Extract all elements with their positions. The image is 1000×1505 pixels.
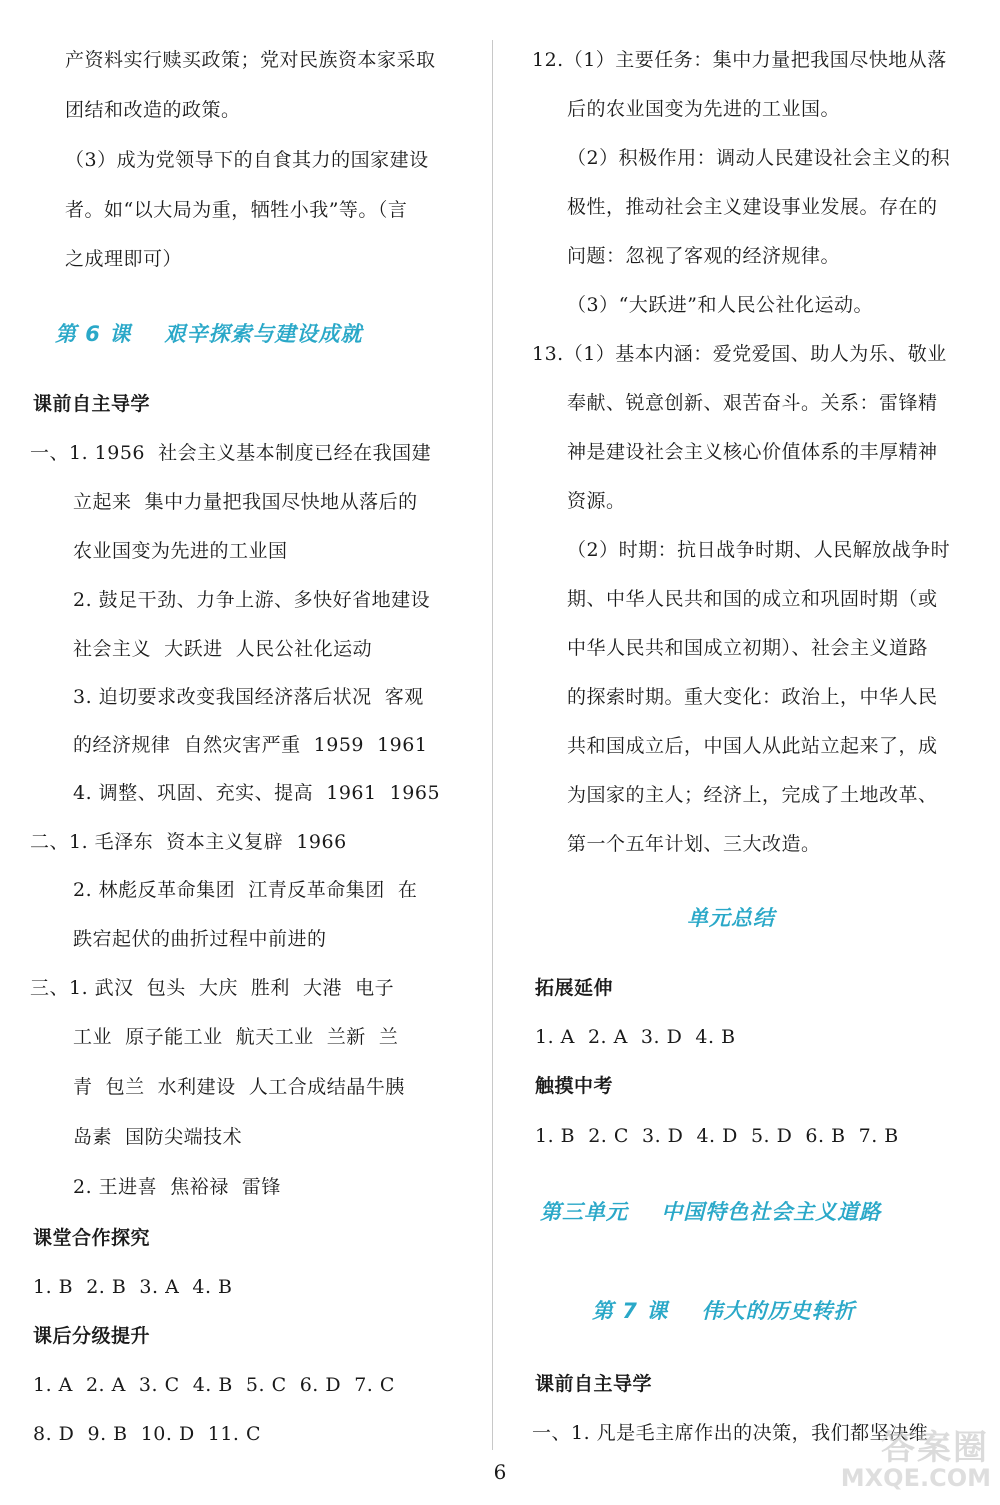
text-line: 青 包兰 水利建设 人工合成结晶牛胰 xyxy=(73,1076,405,1098)
text-line: 一、1. 1956 社会主义基本制度已经在我国建 xyxy=(30,442,432,464)
text-line: （2）时期：抗日战争时期、人民解放战争时 xyxy=(567,539,951,561)
section-heading: 课堂合作探究 xyxy=(33,1227,151,1249)
text-line: 跌宕起伏的曲折过程中前进的 xyxy=(73,928,327,950)
text-line: 后的农业国变为先进的工业国。 xyxy=(567,98,841,120)
text-line: 2. 林彪反革命集团 江青反革命集团 在 xyxy=(73,879,418,901)
answer-line: 1. A 2. A 3. C 4. B 5. C 6. D 7. C xyxy=(33,1374,395,1396)
text-line: 4. 调整、巩固、充实、提高 1961 1965 xyxy=(73,782,441,804)
text-line: 极性，推动社会主义建设事业发展。存在的 xyxy=(567,196,938,218)
unit-summary-title: 单元总结 xyxy=(687,906,775,930)
answer-line: 1. B 2. C 3. D 4. D 5. D 6. B 7. B xyxy=(535,1125,899,1147)
text-line: 神是建设社会主义核心价值体系的丰厚精神 xyxy=(567,441,938,463)
text-line: 三、1. 武汉 包头 大庆 胜利 大港 电子 xyxy=(30,977,395,999)
lesson-7-title: 第 7 课 伟大的历史转折 xyxy=(592,1299,856,1323)
text-line: 产资料实行赎买政策；党对民族资本家采取 xyxy=(65,49,436,71)
section-heading: 拓展延伸 xyxy=(535,977,614,999)
text-line: 团结和改造的政策。 xyxy=(65,99,241,121)
text-line: 为国家的主人；经济上，完成了土地改革、 xyxy=(567,784,938,806)
section-heading: 触摸中考 xyxy=(535,1075,614,1097)
column-divider xyxy=(492,40,493,1450)
text-line: 共和国成立后，中国人从此站立起来了，成 xyxy=(567,735,938,757)
text-line: 的探索时期。重大变化：政治上，中华人民 xyxy=(567,686,938,708)
watermark-logo-text: 答案圈 xyxy=(881,1428,989,1468)
text-line: 问题：忽视了客观的经济规律。 xyxy=(567,245,841,267)
text-line: 12.（1）主要任务：集中力量把我国尽快地从落 xyxy=(532,49,947,71)
text-line: 第一个五年计划、三大改造。 xyxy=(567,833,821,855)
watermark-logo xyxy=(820,1418,995,1500)
text-line: 社会主义 大跃进 人民公社化运动 xyxy=(73,638,373,660)
text-line: 工业 原子能工业 航天工业 兰新 兰 xyxy=(73,1026,399,1048)
text-line: 期、中华人民共和国的成立和巩固时期（或 xyxy=(567,588,938,610)
section-heading: 课前自主导学 xyxy=(535,1373,653,1395)
unit-3-title: 第三单元 中国特色社会主义道路 xyxy=(540,1200,882,1224)
text-line: 岛素 国防尖端技术 xyxy=(73,1126,243,1148)
text-line: 资源。 xyxy=(567,490,626,512)
text-line: 2. 王进喜 焦裕禄 雷锋 xyxy=(73,1176,281,1198)
text-line: 立起来 集中力量把我国尽快地从落后的 xyxy=(73,491,418,513)
text-line: 3. 迫切要求改变我国经济落后状况 客观 xyxy=(73,686,424,708)
text-line: 奉献、锐意创新、艰苦奋斗。关系：雷锋精 xyxy=(567,392,938,414)
answer-line: 8. D 9. B 10. D 11. C xyxy=(33,1423,262,1445)
section-heading: 课前自主导学 xyxy=(33,393,151,415)
text-line: （2）积极作用：调动人民建设社会主义的积 xyxy=(567,147,951,169)
text-line: 中华人民共和国成立初期）、社会主义道路 xyxy=(567,637,929,659)
page-number: 6 xyxy=(493,1460,507,1484)
watermark-url: MXQE.COM xyxy=(840,1464,991,1492)
text-line: 二、1. 毛泽东 资本主义复辟 1966 xyxy=(30,831,347,853)
text-line: 2. 鼓足干劲、力争上游、多快好省地建设 xyxy=(73,589,431,611)
text-line: 者。如“以大局为重，牺牲小我”等。（言 xyxy=(65,199,408,221)
text-line: 之成理即可） xyxy=(65,248,183,270)
answer-line: 1. B 2. B 3. A 4. B xyxy=(33,1276,233,1298)
text-line: 农业国变为先进的工业国 xyxy=(73,540,288,562)
text-line: （3）成为党领导下的自食其力的国家建设 xyxy=(65,149,429,171)
text-line: （3）“大跃进”和人民公社化运动。 xyxy=(567,294,874,316)
text-line: 的经济规律 自然灾害严重 1959 1961 xyxy=(73,734,428,756)
text-line: 一、1. 凡是毛主席作出的决策，我们都坚决维 xyxy=(532,1422,929,1444)
lesson-6-title: 第 6 课 艰辛探索与建设成就 xyxy=(55,322,363,346)
section-heading: 课后分级提升 xyxy=(33,1325,151,1347)
text-line: 13.（1）基本内涵：爱党爱国、助人为乐、敬业 xyxy=(532,343,947,365)
answer-line: 1. A 2. A 3. D 4. B xyxy=(535,1026,736,1048)
